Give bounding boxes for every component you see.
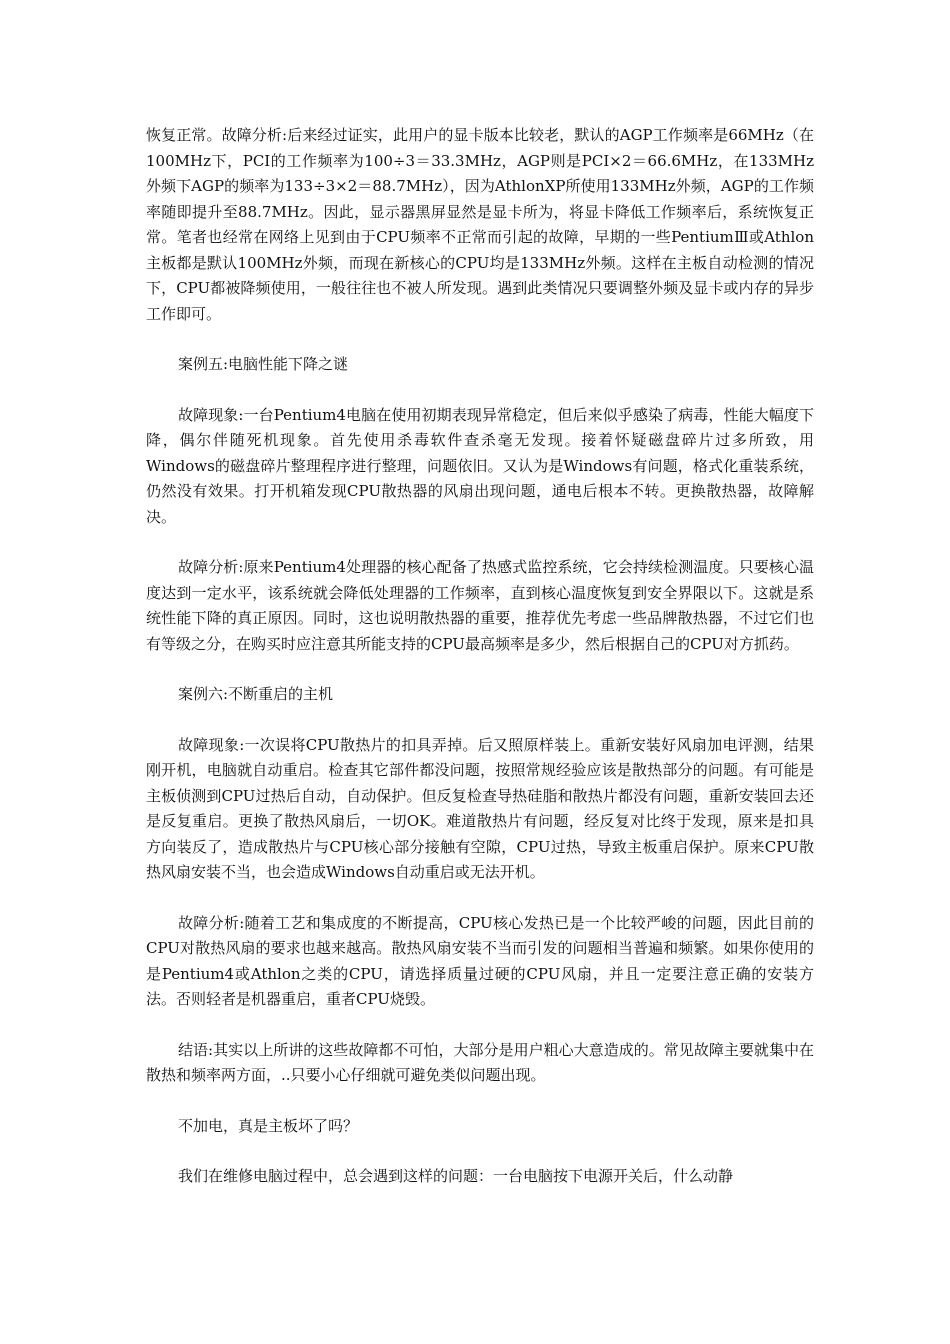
case-six-heading: 案例六:不断重启的主机 xyxy=(178,685,334,703)
paragraph-continuation: 恢复正常。故障分析:后来经过证实，此用户的显卡版本比较老，默认的AGP工作频率是66MHz（在100MHz下，PCI的工作频率为100÷3＝33.3MHz，AGP则是PCI×2＝66.6MHz，在133MHz外频下AGP的频率为133÷3×2＝88.7MHz），因为AthlonXP所使用133MHz外频，AGP的工作频率随即提升至88.7MHz。因此，显示器黑屏显然是显卡所为，将显卡降低工作频率后，系统恢复正常。笔者也经常在网络上见到由于CPU频率不正常而引起的故障，早期的一些PentiumⅢ或Athlon主板都是默认100MHz外频，而现在新核心的CPU均是133MHz外频。这样在主板自动检测的情况下，CPU都被降频使用，一般往往也不被人所发现。遇到此类情况只要调整外频及显卡或内存的异步工作即可。 xyxy=(146,126,814,323)
no-power-heading: 不加电，真是主板坏了吗？ xyxy=(178,1116,359,1135)
document-body xyxy=(146,123,814,1215)
case-five-symptom-paragraph: 故障现象:一台Pentium4电脑在使用初期表现异常稳定，但后来似乎感染了病毒，性能大幅度下降，偶尔伴随死机现象。首先使用杀毒软件查杀毫无发现。接着怀疑磁盘碎片过多所致，用Windows的磁盘碎片整理程序进行整理，问题依旧。又认为是Windows有问题，格式化重装系统，仍然没有效果。打开机箱发现CPU散热器的风扇出现问题，通电后根本不转。更换散热器，故障解决。 xyxy=(146,405,814,526)
case-six-analysis-paragraph: 故障分析:随着工艺和集成度的不断提高，CPU核心发热已是一个比较严峻的问题，因此目前的CPU对散热风扇的要求也越来越高。散热风扇安装不当而引发的问题相当普遍和频繁。如果你使用的是Pentium4或Athlon之类的CPU，请选择质量过硬的CPU风扇，并且一定要注意正确的安装方法。否则轻者是机器重启，重者CPU烧毁。 xyxy=(146,913,814,1008)
case-five-heading: 案例五:电脑性能下降之谜 xyxy=(178,355,349,373)
case-six-symptom-paragraph: 故障现象:一次误将CPU散热片的扣具弄掉。后又照原样装上。重新安装好风扇加电评测，结果刚开机，电脑就自动重启。检查其它部件都没问题，按照常规经验应该是散热部分的问题。有可能是主板侦测到CPU过热后自动，自动保护。但反复检查导热硅脂和散热片都没有问题，重新安装回去还是反复重启。更换了散热风扇后，一切OK。难道散热片有问题，经反复对比终于发现，原来是扣具方向装反了，造成散热片与CPU核心部分接触有空隙，CPU过热，导致主板重启保护。原来CPU散热风扇安装不当，也会造成Windows自动重启或无法开机。 xyxy=(146,735,814,881)
case-five-analysis-paragraph: 故障分析:原来Pentium4处理器的核心配备了热感式监控系统，它会持续检测温度。只要核心温度达到一定水平，该系统就会降低处理器的工作频率，直到核心温度恢复到安全界限以下。这就是系统性能下降的真正原因。同时，这也说明散热器的重要，推荐优先考虑一些品牌散热器，不过它们也有等级之分，在购买时应注意其所能支持的CPU最高频率是多少，然后根据自己的CPU对方抓药。 xyxy=(146,558,814,653)
conclusion-paragraph: 结语:其实以上所讲的这些故障都不可怕，大部分是用户粗心大意造成的。常见故障主要就集中在散热和频率两方面，..只要小心仔细就可避免类似问题出现。 xyxy=(146,1040,814,1084)
no-power-intro-paragraph: 我们在维修电脑过程中，总会遇到这样的问题：一台电脑按下电源开关后，什么动静 xyxy=(178,1167,734,1185)
